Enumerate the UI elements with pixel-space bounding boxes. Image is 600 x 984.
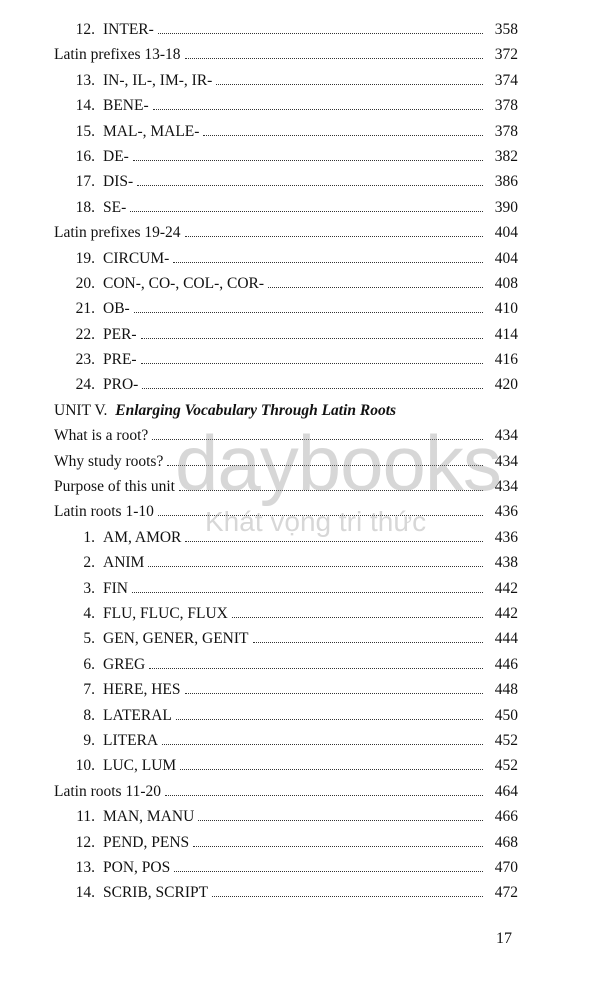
table-of-contents <box>54 17 518 906</box>
toc-entry-page: 436 <box>494 528 518 546</box>
dot-leader <box>141 337 483 339</box>
toc-entry-number: 15. <box>75 122 95 140</box>
dot-leader <box>153 108 483 110</box>
toc-entry <box>54 652 518 677</box>
dot-leader <box>179 489 483 491</box>
dot-leader <box>176 718 483 720</box>
toc-entry-number: 12. <box>75 21 95 38</box>
toc-entry <box>54 601 518 626</box>
toc-entry-number: 20. <box>75 274 95 292</box>
dot-leader <box>268 286 483 288</box>
toc-entry-number: 22. <box>75 325 95 343</box>
toc-entry-number: 7. <box>83 681 95 699</box>
dot-leader <box>130 210 483 212</box>
toc-entry <box>54 728 518 753</box>
toc-entry-label: HERE, HES <box>103 681 181 699</box>
toc-entry <box>54 525 518 550</box>
toc-entry <box>54 195 518 220</box>
toc-entry-number: 1. <box>83 528 95 546</box>
toc-entry-label: MAN, MANU <box>103 808 195 826</box>
dot-leader <box>141 362 483 364</box>
dot-leader <box>137 184 483 186</box>
toc-entry-label: LUC, LUM <box>103 757 177 775</box>
toc-entry-number: 4. <box>83 604 95 622</box>
toc-entry-page: 434 <box>494 452 518 470</box>
toc-entry-page: 448 <box>494 681 518 699</box>
dot-leader <box>167 464 483 466</box>
dot-leader <box>158 514 483 516</box>
toc-entry-page: 446 <box>494 655 518 673</box>
toc-section-prefixes <box>54 17 518 398</box>
toc-section-heading <box>54 779 518 804</box>
toc-entry-page: 442 <box>494 579 518 597</box>
toc-entry-page: 434 <box>494 427 518 445</box>
toc-entry-label: GREG <box>103 655 146 673</box>
toc-entry-label: PRO- <box>103 376 139 394</box>
toc-section-heading <box>54 449 518 474</box>
dot-leader <box>198 819 483 821</box>
toc-section-roots <box>54 423 518 905</box>
toc-section-heading <box>54 499 518 524</box>
toc-entry-label: SE- <box>103 198 127 216</box>
toc-entry-page: 374 <box>494 71 518 89</box>
toc-entry <box>54 880 518 905</box>
toc-entry-label: MAL-, MALE- <box>103 122 200 140</box>
dot-leader <box>132 591 483 593</box>
dot-leader <box>162 743 483 745</box>
unit-heading <box>54 398 518 423</box>
dot-leader <box>253 641 483 643</box>
toc-entry-number: 17. <box>75 173 95 191</box>
toc-entry-page: 390 <box>494 198 518 216</box>
dot-leader <box>134 311 483 313</box>
toc-entry-page: 470 <box>494 858 518 876</box>
toc-entry-page: 408 <box>494 274 518 292</box>
unit-prefix: UNIT V. <box>54 401 108 419</box>
toc-entry <box>54 372 518 397</box>
toc-entry-page: 382 <box>494 147 518 165</box>
toc-entry-page: 442 <box>494 604 518 622</box>
toc-section-heading <box>54 474 518 499</box>
toc-entry <box>54 144 518 169</box>
toc-entry-label: ANIM <box>103 554 145 572</box>
toc-entry-label: LITERA <box>103 731 159 749</box>
toc-entry-number: 6. <box>83 655 95 673</box>
toc-entry <box>54 830 518 855</box>
toc-entry-number: 11. <box>76 808 95 826</box>
toc-entry-label: What is a root? <box>54 427 149 445</box>
toc-entry-label: PEND, PENS <box>103 833 190 851</box>
toc-entry-number: 2. <box>83 554 95 572</box>
toc-section-heading <box>54 42 518 67</box>
dot-leader <box>203 134 483 136</box>
toc-entry-page: 420 <box>494 376 518 394</box>
toc-entry-label: Latin prefixes 13-18 <box>54 46 181 64</box>
toc-entry-label: CON-, CO-, COL-, COR- <box>103 274 265 292</box>
toc-entry-label: Latin prefixes 19-24 <box>54 224 181 242</box>
watermark-logo-text: daybooks <box>175 419 501 507</box>
toc-entry <box>54 347 518 372</box>
toc-entry-page: 436 <box>494 503 518 521</box>
toc-entry-number: 5. <box>83 630 95 648</box>
toc-entry-label: DE- <box>103 147 129 165</box>
toc-entry-label: PER- <box>103 325 137 343</box>
toc-entry-page: 452 <box>494 757 518 775</box>
dot-leader <box>174 870 483 872</box>
toc-entry <box>54 626 518 651</box>
dot-leader <box>180 768 483 770</box>
toc-entry-number: 14. <box>75 884 95 902</box>
toc-entry-number: 8. <box>83 706 95 724</box>
toc-entry-page: 372 <box>494 46 518 64</box>
dot-leader <box>142 387 483 389</box>
toc-entry-number: 13. <box>75 858 95 876</box>
toc-entry-page: 444 <box>494 630 518 648</box>
dot-leader <box>149 667 483 669</box>
toc-entry-number: 16. <box>75 147 95 165</box>
toc-entry <box>54 246 518 271</box>
toc-entry-label: INTER- <box>103 21 154 38</box>
toc-entry-number: 12. <box>75 833 95 851</box>
toc-entry-page: 404 <box>494 249 518 267</box>
toc-entry-number: 23. <box>75 351 95 369</box>
toc-entry-label: PON, POS <box>103 858 171 876</box>
toc-section-heading <box>54 220 518 245</box>
toc-entry-page: 416 <box>494 351 518 369</box>
toc-entry <box>54 677 518 702</box>
watermark-slogan: Khát vọng tri thức <box>205 506 427 537</box>
dot-leader <box>185 235 483 237</box>
toc-entry-label: IN-, IL-, IM-, IR- <box>103 71 213 89</box>
dot-leader <box>185 57 483 59</box>
dot-leader <box>158 32 483 34</box>
toc-entry <box>54 68 518 93</box>
toc-entry-number: 10. <box>75 757 95 775</box>
toc-entry <box>54 93 518 118</box>
unit-title: Enlarging Vocabulary Through Latin Roots <box>115 401 397 419</box>
toc-entry-number: 14. <box>75 97 95 115</box>
dot-leader <box>212 895 483 897</box>
dot-leader <box>185 540 483 542</box>
toc-entry-page: 414 <box>494 325 518 343</box>
toc-entry-label: FIN <box>103 579 128 597</box>
toc-entry-label: CIRCUM- <box>103 249 170 267</box>
toc-entry-page: 450 <box>494 706 518 724</box>
toc-entry-label: Why study roots? <box>54 452 164 470</box>
toc-entry-number: 9. <box>83 731 95 749</box>
toc-entry-label: AM, AMOR <box>103 528 182 546</box>
toc-section-heading <box>54 423 518 448</box>
toc-entry <box>54 703 518 728</box>
dot-leader <box>216 83 483 85</box>
toc-entry <box>54 119 518 144</box>
toc-entry <box>54 271 518 296</box>
toc-entry <box>54 550 518 575</box>
toc-entry-number: 24. <box>75 376 95 394</box>
toc-entry-page: 404 <box>494 224 518 242</box>
toc-entry-label: FLU, FLUC, FLUX <box>103 604 228 622</box>
toc-entry-page: 434 <box>494 478 518 496</box>
dot-leader <box>165 794 483 796</box>
dot-leader <box>193 845 483 847</box>
toc-entry <box>54 169 518 194</box>
dot-leader <box>148 565 483 567</box>
toc-entry <box>54 322 518 347</box>
toc-entry-label: OB- <box>103 300 130 318</box>
toc-entry-number: 3. <box>83 579 95 597</box>
toc-entry-page: 464 <box>494 782 518 800</box>
dot-leader <box>232 616 483 618</box>
toc-entry-label: Latin roots 11-20 <box>54 782 162 800</box>
toc-entry <box>54 576 518 601</box>
toc-entry-page: 468 <box>494 833 518 851</box>
toc-entry-label: SCRIB, SCRIPT <box>103 884 209 902</box>
toc-entry-number: 18. <box>75 198 95 216</box>
toc-entry-label: Latin roots 1-10 <box>54 503 154 521</box>
toc-entry-number: 21. <box>75 300 95 318</box>
dot-leader <box>152 438 483 440</box>
toc-entry <box>54 804 518 829</box>
dot-leader <box>173 261 483 263</box>
dot-leader <box>185 692 484 694</box>
toc-entry-page: 378 <box>494 97 518 115</box>
toc-entry-page: 410 <box>494 300 518 318</box>
toc-entry-page: 438 <box>494 554 518 572</box>
toc-entry-page: 466 <box>494 808 518 826</box>
toc-entry-label: LATERAL <box>103 706 172 724</box>
toc-entry-label: DIS- <box>103 173 134 191</box>
toc-entry-page: 358 <box>494 21 518 38</box>
toc-entry-label: BENE- <box>103 97 149 115</box>
toc-entry-label: Purpose of this unit <box>54 478 175 496</box>
toc-entry-page: 378 <box>494 122 518 140</box>
toc-entry-label: GEN, GENER, GENIT <box>103 630 249 648</box>
toc-entry <box>54 296 518 321</box>
toc-entry-number: 13. <box>75 71 95 89</box>
toc-entry-label: PRE- <box>103 351 137 369</box>
toc-entry-page: 386 <box>494 173 518 191</box>
dot-leader <box>133 159 483 161</box>
toc-entry <box>54 17 518 42</box>
toc-entry <box>54 855 518 880</box>
toc-entry-number: 19. <box>75 249 95 267</box>
toc-entry-page: 452 <box>494 731 518 749</box>
toc-entry <box>54 753 518 778</box>
page-number: 17 <box>496 930 512 947</box>
toc-entry-page: 472 <box>494 884 518 902</box>
